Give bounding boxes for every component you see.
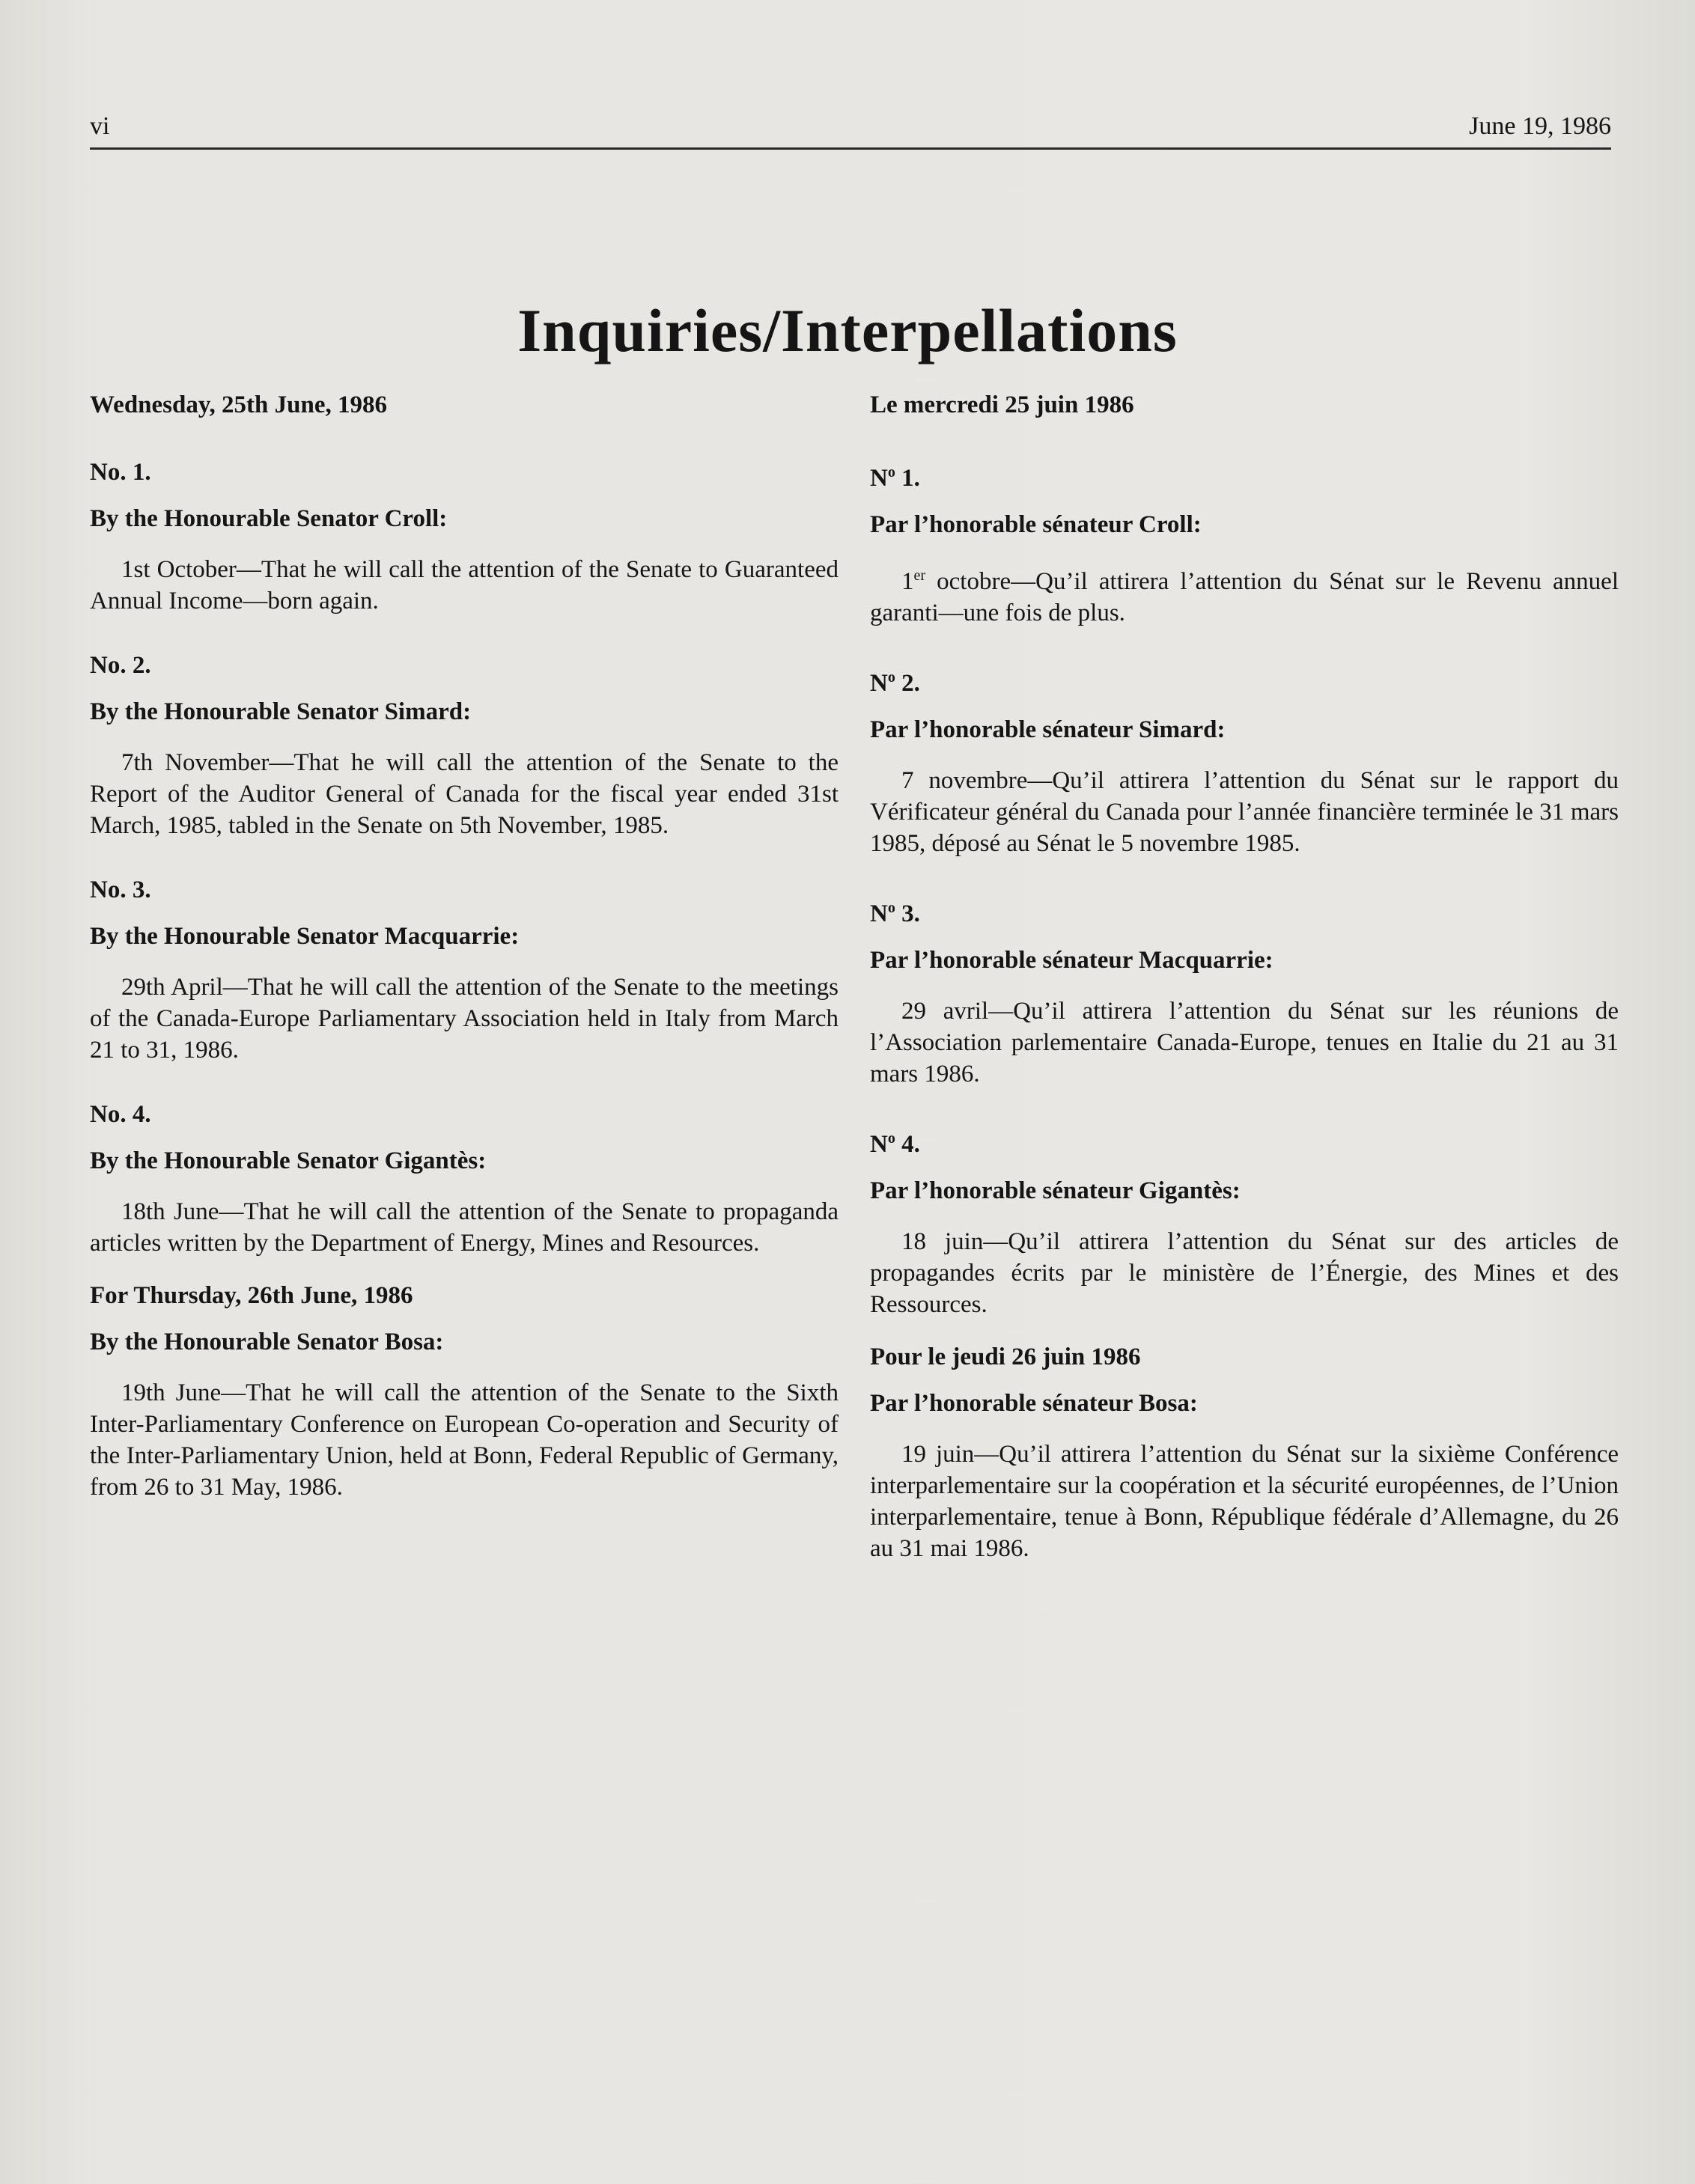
inquiry-number: No. 4. xyxy=(90,1101,151,1128)
inquiry-author: By the Honourable Senator Macquarrie: xyxy=(90,923,520,950)
inquiry-number: $N^o$ 2. xyxy=(870,669,920,697)
inquiry-item xyxy=(90,874,839,1066)
page-title: Inquiries/Interpellations xyxy=(517,296,1178,364)
second-date-heading: For Thursday, 26th June, 1986 xyxy=(90,1282,413,1309)
page-folio: vi xyxy=(90,112,110,140)
inquiry-item xyxy=(90,650,839,841)
inquiry-author: By the Honourable Senator Bosa: xyxy=(90,1329,444,1355)
second-date-heading: Pour le jeudi 26 juin 1986 xyxy=(870,1343,1141,1370)
inquiry-author: Par l’honorable sénateur Simard: xyxy=(870,716,1226,743)
inquiry-author: By the Honourable Senator Simard: xyxy=(90,698,472,725)
inquiry-text: 1st October—That he will call the attention of the Senate to Guaranteed Annual Income—born again. xyxy=(90,556,839,614)
inquiry-item xyxy=(90,1326,839,1503)
inquiry-number: $N^o$ 4. xyxy=(870,1130,920,1158)
inquiry-number: No. 2. xyxy=(90,652,151,679)
inquiry-item xyxy=(870,662,1619,859)
date-heading: Wednesday, 25th June, 1986 xyxy=(90,391,387,418)
inquiry-author: Par l’honorable sénateur Croll: xyxy=(870,511,1202,538)
inquiry-text: 19th June—That he will call the attention of the Senate to the Sixth Inter-Parliamentary Conference on European Co-operation and Security of the Inter-Parliamentary Union, held at Bonn, Federal Republic of Germany, from 26 to 31 May, 1986. xyxy=(90,1379,839,1501)
inquiry-text: 18 juin—Qu’il attirera l’attention du Sénat sur des articles de propagandes écrits par le ministère de l’Énergie, des Mines et des Ressources. xyxy=(870,1228,1619,1318)
inquiry-text: 7 novembre—Qu’il attirera l’attention du Sénat sur le rapport du Vérificateur général du Canada pour l’année financière terminée le 31 mars 1985, déposé au Sénat le 5 novembre 1985. xyxy=(870,767,1619,857)
inquiry-number: No. 1. xyxy=(90,459,151,486)
inquiry-item xyxy=(870,1388,1619,1564)
running-head-date: June 19, 1986 xyxy=(1469,112,1611,140)
inquiry-item xyxy=(90,457,839,617)
inquiry-text: 7th November—That he will call the attention of the Senate to the Report of the Auditor General of Canada for the fiscal year ended 31st March, 1985, tabled in the Senate on 5th November, 1985. xyxy=(90,749,839,839)
inquiry-author: By the Honourable Senator Gigantès: xyxy=(90,1147,487,1174)
inquiry-text: 29th April—That he will call the attention of the Senate to the meetings of the Canada-Europe Parliamentary Association held in Italy from March 21 to 31, 1986. xyxy=(90,974,839,1064)
date-heading: Le mercredi 25 juin 1986 xyxy=(870,391,1134,418)
inquiry-number: $N^o$ 1. xyxy=(870,464,920,492)
inquiry-author: Par l’honorable sénateur Bosa: xyxy=(870,1390,1198,1417)
running-head xyxy=(90,112,1611,147)
english-column xyxy=(90,389,839,1536)
inquiry-author: By the Honourable Senator Croll: xyxy=(90,505,448,532)
inquiry-text: 29 avril—Qu’il attirera l’attention du Sénat sur les réunions de l’Association parlementaire Canada-Europe, tenues en Italie du 21 au 31 mars 1986. xyxy=(870,998,1619,1088)
inquiry-number: $N^o$ 3. xyxy=(870,900,920,927)
inquiry-item xyxy=(870,1123,1619,1320)
inquiry-text: 1er octobre—Qu’il attirera l’attention du Sénat sur le Revenu annuel garanti—une fois de plus. xyxy=(870,567,1619,626)
inquiry-item xyxy=(90,1099,839,1259)
inquiry-author: Par l’honorable sénateur Macquarrie: xyxy=(870,947,1273,974)
inquiry-author: Par l’honorable sénateur Gigantès: xyxy=(870,1177,1241,1204)
inquiry-item xyxy=(870,892,1619,1090)
inquiry-text: 18th June—That he will call the attention of the Senate to propaganda articles written by the Department of Energy, Mines and Resources. xyxy=(90,1198,839,1257)
header-rule xyxy=(90,147,1611,150)
inquiry-item xyxy=(870,457,1619,629)
inquiry-text: 19 juin—Qu’il attirera l’attention du Sénat sur la sixième Conférence interparlementaire sur la coopération et la sécurité européennes, de l’Union interparlementaire, tenue à Bonn, République fédérale d’Allemagne, du 26 au 31 mai 1986. xyxy=(870,1441,1619,1562)
inquiry-number: No. 3. xyxy=(90,876,151,903)
french-column xyxy=(870,389,1619,1597)
